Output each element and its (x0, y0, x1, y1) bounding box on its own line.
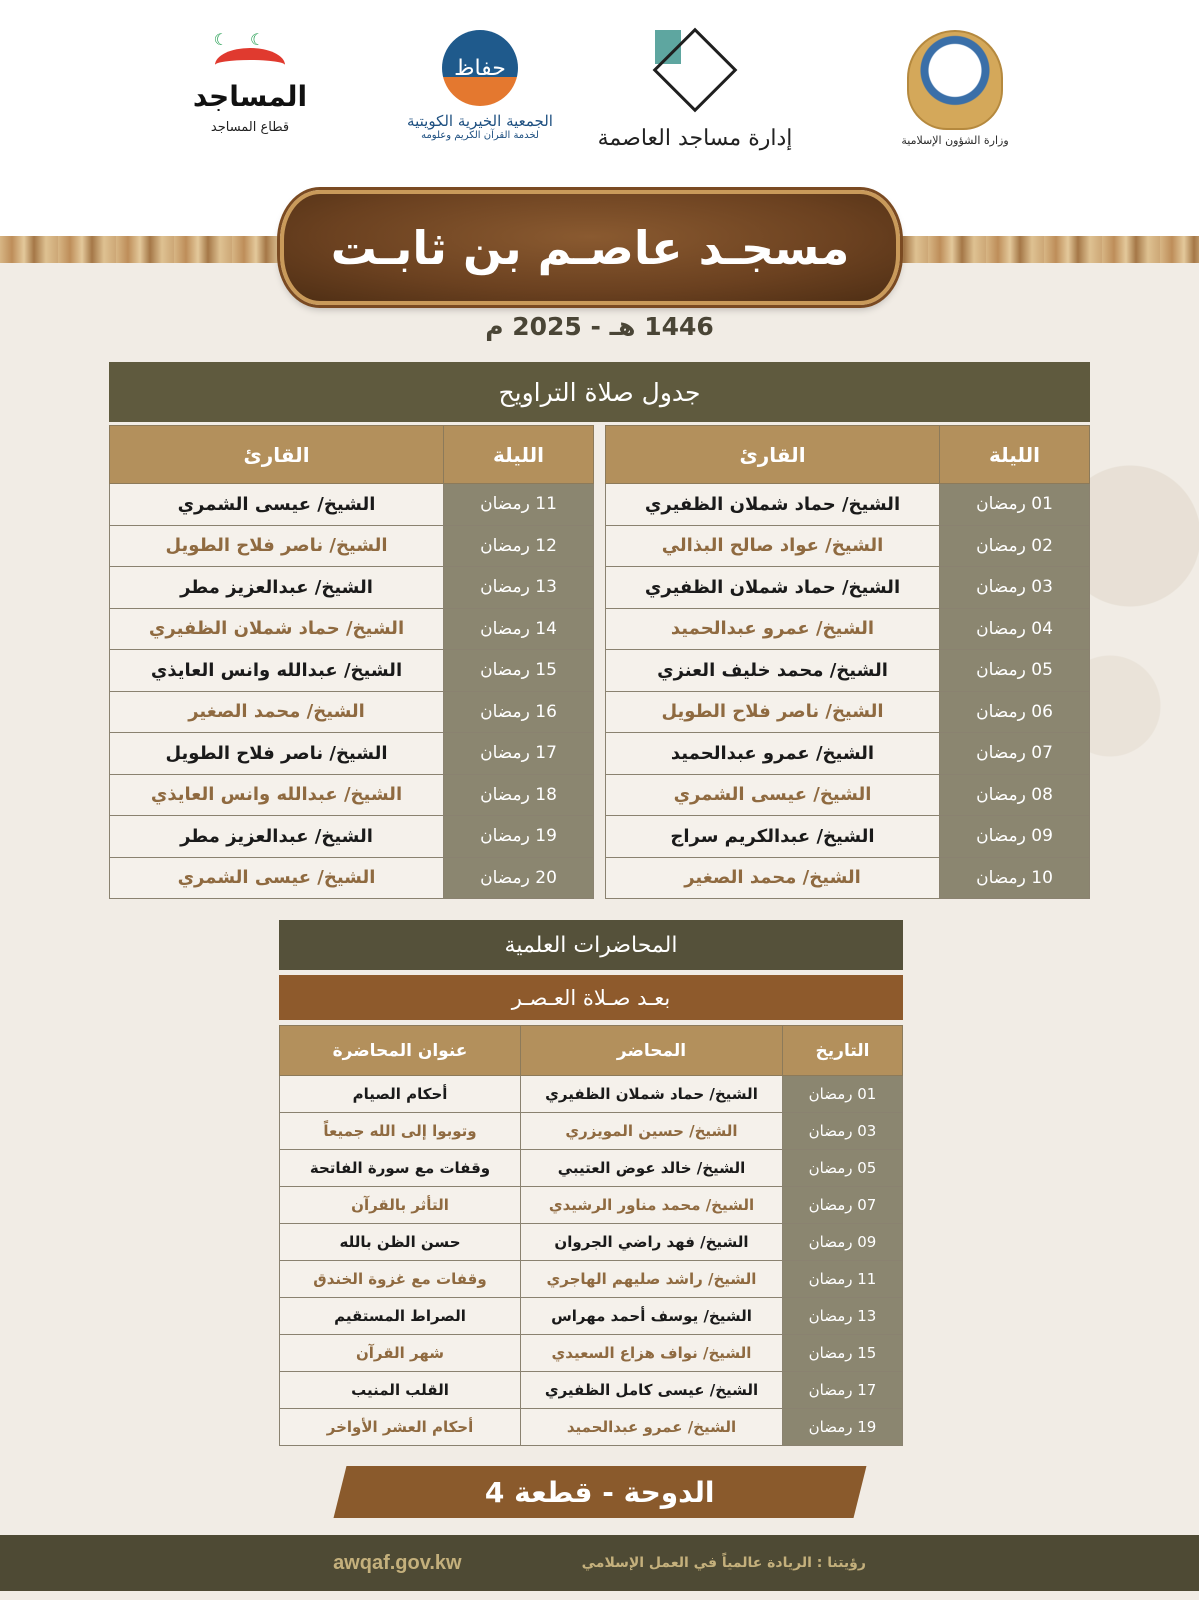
lecturer-cell: الشيخ/ راشد صليهم الهاجري (521, 1261, 783, 1298)
masajid-asima-mark-icon (655, 30, 735, 120)
table-row (110, 650, 594, 692)
lectures-title-bar (279, 920, 903, 970)
reader-cell: الشيخ/ عبدالله وانس العايذي (110, 650, 444, 692)
night-cell: 09 رمضان (940, 816, 1090, 858)
header-date: التاريخ (783, 1026, 903, 1076)
taraweeh-table-left (109, 425, 594, 899)
table-row (110, 691, 594, 733)
table-row (110, 774, 594, 816)
hofath-circle-icon: حفاظ (442, 30, 518, 106)
date-cell: 01 رمضان (783, 1076, 903, 1113)
kuwait-emblem-icon (907, 30, 1003, 130)
reader-cell: الشيخ/ محمد خليف العنزي (606, 650, 940, 692)
table-row (606, 525, 1090, 567)
table-row (110, 608, 594, 650)
masajid-asima-logo (595, 30, 795, 151)
hofath-line1: الجمعية الخيرية الكويتية (407, 112, 553, 130)
night-cell: 13 رمضان (444, 567, 594, 609)
sector-caption: قطاع المساجد (210, 120, 290, 135)
reader-cell: الشيخ/ عواد صالح البذالي (606, 525, 940, 567)
topic-cell: حسن الظن بالله (280, 1224, 521, 1261)
footer (0, 1535, 1199, 1591)
date-cell: 11 رمضان (783, 1261, 903, 1298)
night-cell: 06 رمضان (940, 691, 1090, 733)
night-cell: 05 رمضان (940, 650, 1090, 692)
lecturer-cell: الشيخ/ حماد شملان الظفيري (521, 1076, 783, 1113)
header-night: الليلة (940, 426, 1090, 484)
reader-cell: الشيخ/ حماد شملان الظفيري (110, 608, 444, 650)
night-cell: 14 رمضان (444, 608, 594, 650)
night-cell: 07 رمضان (940, 733, 1090, 775)
website-link[interactable]: awqaf.gov.kw (333, 1551, 462, 1574)
reader-cell: الشيخ/ ناصر فلاح الطويل (606, 691, 940, 733)
reader-cell: الشيخ/ محمد الصغير (606, 857, 940, 899)
header-night: الليلة (444, 426, 594, 484)
dome-arc-icon (215, 48, 285, 82)
location-label: الدوحة - قطعة 4 (485, 1475, 715, 1509)
asr-subtitle: بعـد صـلاة العـصـر (511, 985, 671, 1010)
table-row (280, 1372, 903, 1409)
lectures-table (279, 1025, 903, 1446)
reader-cell: الشيخ/ عبدالكريم سراج (606, 816, 940, 858)
table-row (606, 816, 1090, 858)
date-cell: 17 رمضان (783, 1372, 903, 1409)
table-row (110, 816, 594, 858)
table-row (280, 1113, 903, 1150)
ministry-logo (895, 30, 1015, 147)
night-cell: 15 رمضان (444, 650, 594, 692)
lectures-title: المحاضرات العلمية (504, 932, 678, 958)
year-label: 1446 هـ - 2025 م (485, 312, 714, 341)
table-row (606, 774, 1090, 816)
reader-cell: الشيخ/ محمد الصغير (110, 691, 444, 733)
table-row (110, 857, 594, 899)
date-cell: 03 رمضان (783, 1113, 903, 1150)
table-row (280, 1150, 903, 1187)
table-row (606, 733, 1090, 775)
topic-cell: القلب المنيب (280, 1372, 521, 1409)
reader-cell: الشيخ/ عمرو عبدالحميد (606, 608, 940, 650)
night-cell: 20 رمضان (444, 857, 594, 899)
lecturer-cell: الشيخ/ عمرو عبدالحميد (521, 1409, 783, 1446)
header-topic: عنوان المحاضرة (280, 1026, 521, 1076)
mosque-title: مسجـد عاصـم بن ثابـت (330, 220, 850, 275)
table-row (606, 608, 1090, 650)
table-row (606, 484, 1090, 526)
night-cell: 01 رمضان (940, 484, 1090, 526)
lecturer-cell: الشيخ/ يوسف أحمد مهراس (521, 1298, 783, 1335)
reader-cell: الشيخ/ عمرو عبدالحميد (606, 733, 940, 775)
night-cell: 17 رمضان (444, 733, 594, 775)
night-cell: 16 رمضان (444, 691, 594, 733)
lecturer-cell: الشيخ/ نواف هزاع السعيدي (521, 1335, 783, 1372)
date-cell: 05 رمضان (783, 1150, 903, 1187)
table-row (110, 525, 594, 567)
night-cell: 08 رمضان (940, 774, 1090, 816)
night-cell: 19 رمضان (444, 816, 594, 858)
night-cell: 03 رمضان (940, 567, 1090, 609)
title-plaque (280, 190, 900, 305)
topic-cell: وقفات مع سورة الفاتحة (280, 1150, 521, 1187)
reader-cell: الشيخ/ عبدالله وانس العايذي (110, 774, 444, 816)
night-cell: 02 رمضان (940, 525, 1090, 567)
night-cell: 04 رمضان (940, 608, 1090, 650)
taraweeh-title-bar (109, 362, 1090, 422)
masajid-asima-name: إدارة مساجد العاصمة (597, 126, 793, 151)
table-row (280, 1261, 903, 1298)
hofath-line2: لخدمة القرآن الكريم وعلومه (421, 130, 539, 141)
date-cell: 09 رمضان (783, 1224, 903, 1261)
header-lecturer: المحاضر (521, 1026, 783, 1076)
location-banner (334, 1466, 867, 1518)
lecturer-cell: الشيخ/ عيسى كامل الظفيري (521, 1372, 783, 1409)
hofath-logo (400, 30, 560, 141)
header-reader: القارئ (110, 426, 444, 484)
date-cell: 19 رمضان (783, 1409, 903, 1446)
header-reader: القارئ (606, 426, 940, 484)
night-cell: 18 رمضان (444, 774, 594, 816)
date-cell: 15 رمضان (783, 1335, 903, 1372)
table-row (280, 1409, 903, 1446)
sector-logo-word: المساجد (192, 80, 308, 113)
table-row (110, 484, 594, 526)
vision-statement: رؤيتنا : الريادة عالمياً في العمل الإسلامي (581, 1555, 866, 1571)
crescent-icon: ☾☾ (213, 30, 287, 49)
reader-cell: الشيخ/ عيسى الشمري (110, 857, 444, 899)
table-row (606, 567, 1090, 609)
table-row (280, 1076, 903, 1113)
lecturer-cell: الشيخ/ حسين المويزري (521, 1113, 783, 1150)
taraweeh-title: جدول صلاة التراويح (498, 377, 701, 407)
reader-cell: الشيخ/ حماد شملان الظفيري (606, 484, 940, 526)
table-row (606, 650, 1090, 692)
reader-cell: الشيخ/ حماد شملان الظفيري (606, 567, 940, 609)
table-row (110, 733, 594, 775)
table-row (280, 1187, 903, 1224)
topic-cell: أحكام الصيام (280, 1076, 521, 1113)
reader-cell: الشيخ/ عيسى الشمري (110, 484, 444, 526)
lecturer-cell: الشيخ/ فهد راضي الجروان (521, 1224, 783, 1261)
date-cell: 07 رمضان (783, 1187, 903, 1224)
table-row (606, 691, 1090, 733)
taraweeh-table-right (605, 425, 1090, 899)
night-cell: 11 رمضان (444, 484, 594, 526)
topic-cell: أحكام العشر الأواخر (280, 1409, 521, 1446)
reader-cell: الشيخ/ ناصر فلاح الطويل (110, 733, 444, 775)
reader-cell: الشيخ/ عيسى الشمري (606, 774, 940, 816)
reader-cell: الشيخ/ عبدالعزيز مطر (110, 816, 444, 858)
night-cell: 12 رمضان (444, 525, 594, 567)
topic-cell: التأثر بالقرآن (280, 1187, 521, 1224)
topic-cell: وتوبوا إلى الله جميعاً (280, 1113, 521, 1150)
table-row (280, 1335, 903, 1372)
topic-cell: وقفات مع غزوة الخندق (280, 1261, 521, 1298)
topic-cell: شهر القرآن (280, 1335, 521, 1372)
masajid-sector-logo (190, 30, 310, 135)
asr-subtitle-bar (279, 975, 903, 1020)
table-row (110, 567, 594, 609)
table-row (280, 1298, 903, 1335)
reader-cell: الشيخ/ عبدالعزيز مطر (110, 567, 444, 609)
logo-strip (0, 30, 1199, 180)
table-row (606, 857, 1090, 899)
date-cell: 13 رمضان (783, 1298, 903, 1335)
reader-cell: الشيخ/ ناصر فلاح الطويل (110, 525, 444, 567)
night-cell: 10 رمضان (940, 857, 1090, 899)
lecturer-cell: الشيخ/ خالد عوض العتيبي (521, 1150, 783, 1187)
ministry-name: وزارة الشؤون الإسلامية (901, 134, 1009, 147)
lecturer-cell: الشيخ/ محمد مناور الرشيدي (521, 1187, 783, 1224)
topic-cell: الصراط المستقيم (280, 1298, 521, 1335)
table-row (280, 1224, 903, 1261)
